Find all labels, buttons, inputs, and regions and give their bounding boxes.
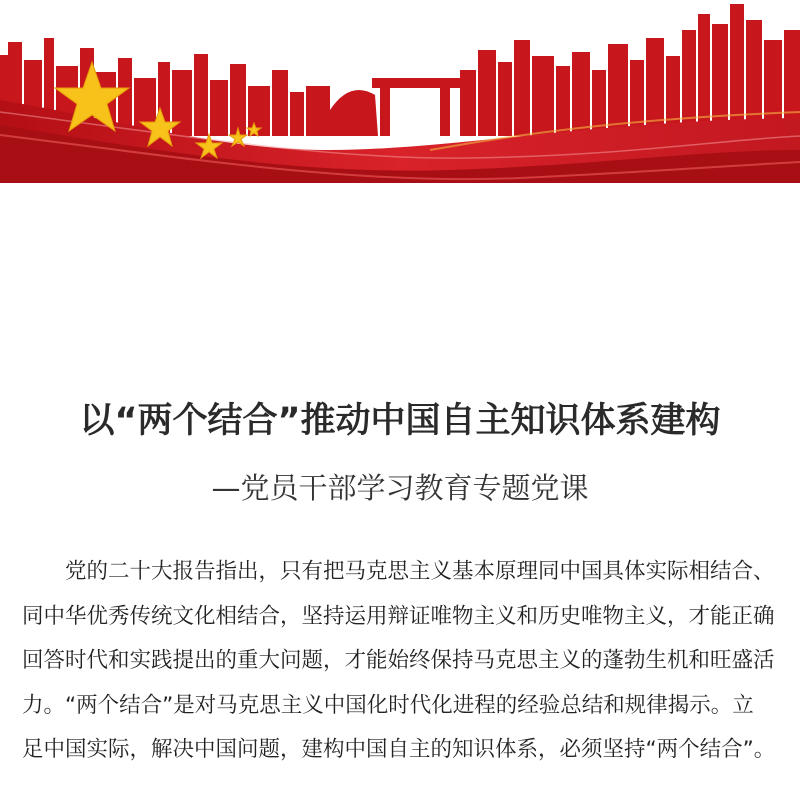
- paragraph-line: 足中国实际，解决中国问题，建构中国自主的知识体系，必须坚持“两个结合”。: [22, 737, 776, 762]
- paragraph-line: 同中华优秀传统文化相结合，坚持运用辩证唯物主义和历史唯物主义，才能正确: [22, 603, 775, 629]
- page-title: 以“两个结合”推动中国自主知识体系建构: [79, 401, 721, 441]
- page-subtitle: —党员干部学习教育专题党课: [211, 471, 589, 505]
- skyline-ribbon-graphic: [0, 0, 800, 190]
- paragraph-line: 回答时代和实践提出的重大问题，才能始终保持马克思主义的蓬勃生机和旺盛活: [22, 648, 775, 673]
- body-paragraph: [22, 550, 782, 773]
- city-skyline: [0, 4, 800, 136]
- header-banner: [0, 0, 800, 190]
- paragraph-line: 力。“两个结合”是对马克思主义中国化时代化进程的经验总结和规律揭示。立: [22, 692, 754, 718]
- paragraph-line: 党的二十大报告指出，只有把马克思主义基本原理同中国具体实际相结合、: [65, 559, 775, 584]
